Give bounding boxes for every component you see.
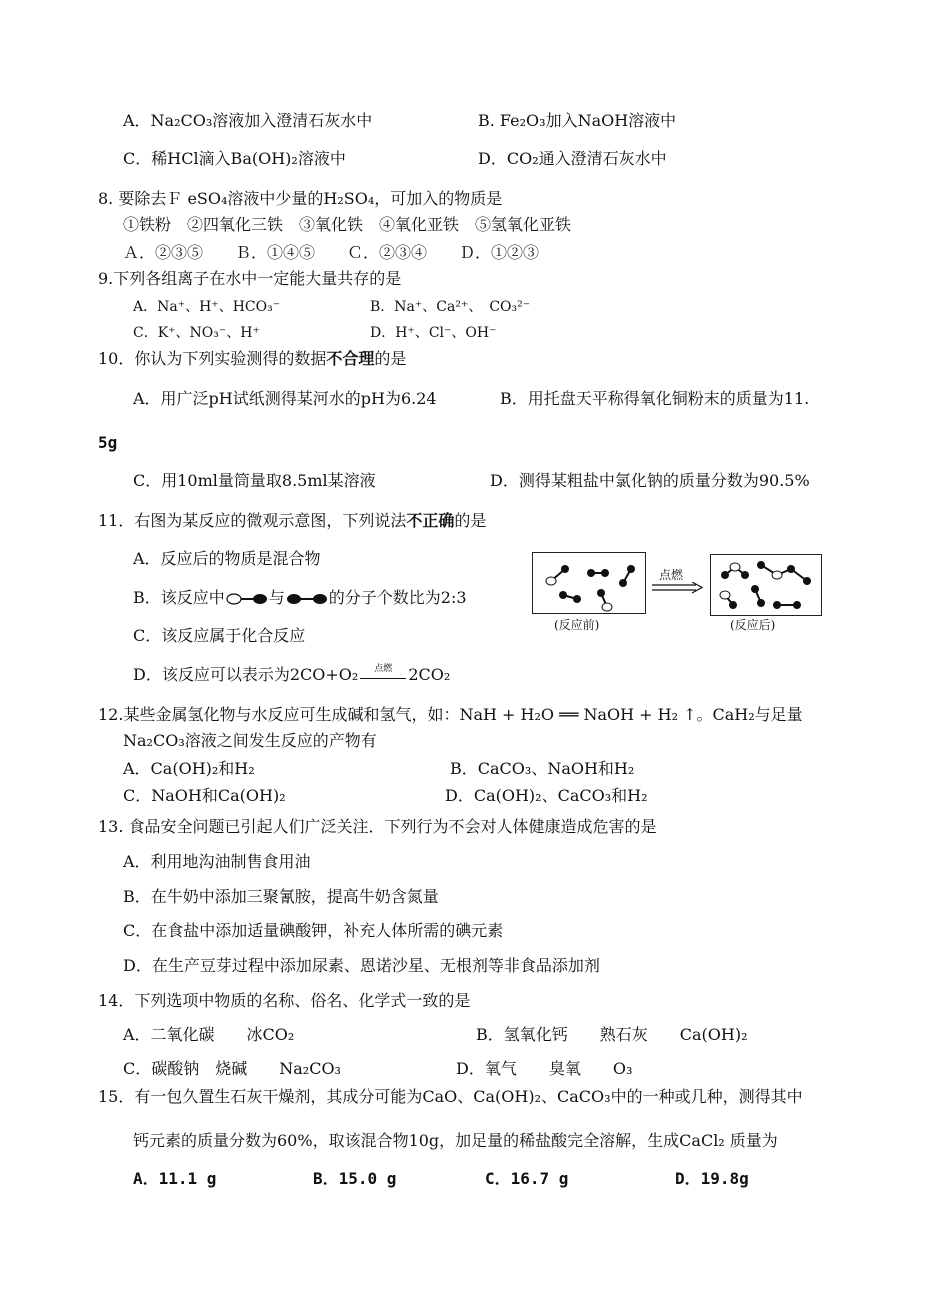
q9-option-c: C．K⁺、NO₃⁻、H⁺ bbox=[133, 325, 260, 341]
q10-option-c: C．用10ml量筒量取8.5ml某溶液 bbox=[133, 471, 376, 490]
arrow-condition-label: 点燃 bbox=[659, 568, 684, 582]
co-molecule bbox=[597, 589, 605, 597]
q10-stem-emphasis: 不合理 bbox=[326, 349, 375, 368]
q12-option-d: D．Ca(OH)₂、CaCO₃和H₂ bbox=[445, 786, 648, 805]
q11-option-c: C．该反应属于化合反应 bbox=[133, 626, 306, 645]
q11-option-d bbox=[133, 664, 450, 687]
q11-option-b-mid: 与 bbox=[268, 588, 285, 607]
q14-option-b: B．氢氧化钙 熟石灰 Ca(OH)₂ bbox=[476, 1025, 748, 1044]
q13-stem: 13. 食品安全问题已引起人们广泛关注．下列行为不会对人体健康造成危害的是 bbox=[98, 817, 657, 836]
q11-stem bbox=[98, 510, 486, 532]
q15-option-a: A．11.1 g bbox=[133, 1169, 217, 1188]
q12-stem-line2: Na₂CO₃溶液之间发生反应的产物有 bbox=[123, 731, 377, 750]
after-label: (反应后) bbox=[730, 618, 776, 632]
q12-stem-line1: 12.某些金属氢化物与水反应可生成碱和氢气，如：NaH + H₂O ══ NaOH + H₂ ↑。CaH₂与足量 bbox=[98, 705, 803, 724]
o2-molecule-icon bbox=[285, 592, 329, 606]
q14-option-a: A．二氧化碳 冰CO₂ bbox=[123, 1025, 295, 1044]
before-molecules bbox=[533, 553, 645, 613]
q15-stem-line2: 钙元素的质量分数为60%，取该混合物10g，加足量的稀盐酸完全溶解，生成CaCl₂ 质量为 bbox=[133, 1131, 778, 1150]
q10-option-d: D．测得某粗盐中氯化钠的质量分数为90.5% bbox=[490, 471, 810, 490]
q10-stem-text-a: 10．你认为下列实验测得的数据 bbox=[98, 349, 327, 368]
before-label: (反应前) bbox=[554, 618, 600, 632]
co-molecule bbox=[720, 591, 730, 599]
q9-option-d: D．H⁺、Cl⁻、OH⁻ bbox=[370, 325, 497, 341]
co2-molecule bbox=[730, 563, 740, 571]
q8-items: ①铁粉 ②四氧化三铁 ③氧化铁 ④氧化亚铁 ⑤氢氧化亚铁 bbox=[123, 215, 572, 234]
o2-molecule bbox=[619, 579, 627, 587]
q7-option-d: D．CO₂通入澄清石灰水中 bbox=[478, 149, 667, 168]
o2-molecule bbox=[587, 569, 595, 577]
q15-option-d: D．19.8g bbox=[675, 1169, 749, 1188]
q10-stem bbox=[98, 348, 406, 370]
q9-stem: 9.下列各组离子在水中一定能大量共存的是 bbox=[98, 269, 402, 288]
q11-stem-emphasis: 不正确 bbox=[406, 511, 455, 530]
co-molecule bbox=[546, 577, 556, 585]
reaction-condition-arrow bbox=[360, 665, 406, 687]
reaction-diagram bbox=[532, 552, 832, 636]
q8-stem: 8. 要除去Ｆ eSO₄溶液中少量的H₂SO₄，可加入的物质是 bbox=[98, 189, 503, 208]
q11-option-b-post: 的分子个数比为2:3 bbox=[328, 588, 467, 607]
before-reaction-box bbox=[532, 552, 646, 614]
q11-option-a: A．反应后的物质是混合物 bbox=[133, 549, 321, 568]
q11-option-d-pre: D．该反应可以表示为2CO+O₂ bbox=[133, 665, 359, 684]
o2-molecule bbox=[773, 601, 781, 609]
q15-stem-line1: 15．有一包久置生石灰干燥剂，其成分可能为CaO、Ca(OH)₂、CaCO₃中的一种或几种，测得其中 bbox=[98, 1087, 803, 1106]
q10-option-b: B．用托盘天平称得氧化铜粉末的质量为11. bbox=[500, 389, 810, 408]
q13-option-d: D．在生产豆芽过程中添加尿素、恩诺沙星、无根剂等非食品添加剂 bbox=[123, 956, 600, 975]
after-reaction-box bbox=[710, 554, 822, 616]
q14-stem: 14．下列选项中物质的名称、俗名、化学式一致的是 bbox=[98, 991, 471, 1010]
q10-option-b-continued: 5g bbox=[98, 433, 118, 452]
q8-options: Ａ．②③⑤ Ｂ．①④⑤ Ｃ．②③④ Ｄ．①②③ bbox=[123, 243, 540, 262]
q14-option-c: C．碳酸钠 烧碱 Na₂CO₃ bbox=[123, 1059, 341, 1078]
q13-option-a: A．利用地沟油制售食用油 bbox=[123, 852, 311, 871]
q14-option-d: D．氧气 臭氧 O₃ bbox=[456, 1059, 633, 1078]
q13-option-b: B．在牛奶中添加三聚氰胺，提高牛奶含氮量 bbox=[123, 887, 439, 906]
q12-option-c: C．NaOH和Ca(OH)₂ bbox=[123, 786, 286, 805]
co-molecule-icon bbox=[225, 592, 269, 606]
q11-option-b bbox=[133, 587, 467, 609]
reaction-arrow-icon bbox=[652, 582, 704, 594]
q15-option-c: C．16.7 g bbox=[485, 1169, 569, 1188]
q11-option-d-post: 2CO₂ bbox=[408, 665, 451, 684]
q10-option-a: A．用广泛pH试纸测得某河水的pH为6.24 bbox=[133, 389, 437, 408]
q15-option-b: B．15.0 g bbox=[313, 1169, 397, 1188]
q13-option-c: C．在食盐中添加适量碘酸钾，补充人体所需的碘元素 bbox=[123, 921, 504, 940]
q12-option-a: A．Ca(OH)₂和H₂ bbox=[123, 759, 255, 778]
q7-option-b: B. Fe₂O₃加入NaOH溶液中 bbox=[478, 111, 677, 130]
q11-option-b-pre: B．该反应中 bbox=[133, 588, 225, 607]
co2-molecule bbox=[772, 571, 782, 579]
q7-option-c: C．稀HCl滴入Ba(OH)₂溶液中 bbox=[123, 149, 346, 168]
q10-stem-text-b: 的是 bbox=[374, 349, 407, 368]
after-molecules bbox=[711, 555, 821, 615]
o2-molecule bbox=[559, 591, 567, 599]
q11-stem-text-b: 的是 bbox=[454, 511, 487, 530]
reaction-condition-label: 点燃 bbox=[374, 663, 393, 674]
q9-option-b: B．Na⁺、Ca²⁺、 CO₃²⁻ bbox=[370, 299, 531, 315]
q12-option-b: B．CaCO₃、NaOH和H₂ bbox=[450, 759, 635, 778]
q7-option-a: A．Na₂CO₃溶液加入澄清石灰水中 bbox=[123, 111, 373, 130]
q11-stem-text-a: 11．右图为某反应的微观示意图，下列说法 bbox=[98, 511, 407, 530]
q9-option-a: A．Na⁺、H⁺、HCO₃⁻ bbox=[133, 299, 281, 315]
